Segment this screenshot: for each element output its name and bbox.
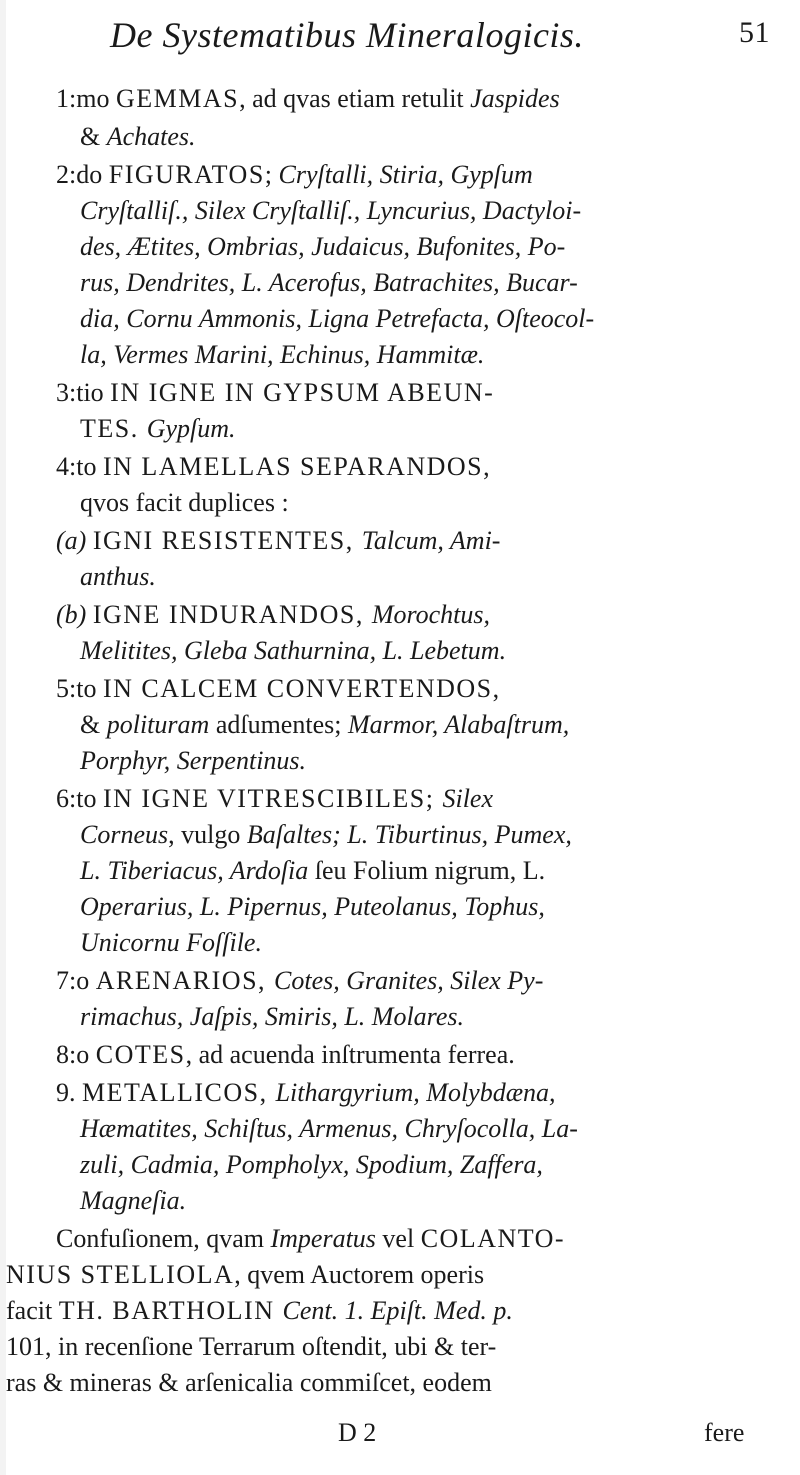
text-line: Magneſia. — [80, 1186, 187, 1215]
text-line: & Achates. — [80, 122, 196, 151]
text-line: 3:tio IN IGNE IN GYPSUM ABEUN- — [56, 378, 495, 407]
text-line: (b) IGNE INDURANDOS, Morochtus, — [56, 600, 491, 629]
page-number: 51 — [739, 16, 770, 49]
text-line: 4:to IN LAMELLAS SEPARANDOS, — [56, 452, 492, 481]
running-title: De Systematibus Mineralogicis. — [110, 15, 584, 55]
text-line: facit TH. BARTHOLIN Cent. 1. Epiſt. Med. p. — [6, 1296, 513, 1325]
text-line: rus, Dendrites, L. Acerofus, Batrachites, Bucar- — [80, 268, 578, 297]
text-line: NIUS STELLIOLA, qvem Auctorem operis — [6, 1260, 485, 1289]
text-line: Melitites, Gleba Sathurnina, L. Lebetum. — [80, 636, 507, 665]
text-line: TES. Gypſum. — [80, 414, 236, 443]
page-edge — [0, 0, 6, 1475]
text-line: Operarius, L. Pipernus, Puteolanus, Tophus, — [80, 892, 545, 921]
text-line: 2:do FIGURATOS; Cryſtalli, Stiria, Gypſum — [56, 160, 533, 189]
text-line: Porphyr, Serpentinus. — [80, 746, 307, 775]
text-line: Hæmatites, Schiſtus, Armenus, Chryſocolla, La- — [80, 1114, 578, 1143]
text-line: des, Ætites, Ombrias, Judaicus, Bufonites, Po- — [80, 232, 566, 261]
text-line: Unicornu Foſſile. — [80, 928, 262, 957]
text-line: rimachus, Jaſpis, Smiris, L. Molares. — [80, 1002, 464, 1031]
catchword: fere — [704, 1418, 745, 1447]
text-line: la, Vermes Marini, Echinus, Hammitæ. — [80, 340, 485, 369]
text-line: 1:mo GEMMAS, ad qvas etiam retulit Jaspides — [56, 84, 560, 113]
text-line: Corneus, vulgo Baſaltes; L. Tiburtinus, Pumex, — [80, 820, 572, 849]
text-line: dia, Cornu Ammonis, Ligna Petrefacta, Oſteocol- — [80, 304, 595, 333]
text-line: 7:o ARENARIOS, Cotes, Granites, Silex Py- — [56, 966, 544, 995]
text-line: 9. METALLICOS, Lithargyrium, Molybdæna, — [56, 1078, 556, 1107]
text-line: 5:to IN CALCEM CONVERTENDOS, — [56, 674, 501, 703]
text-line: qvos facit duplices : — [80, 488, 289, 517]
text-line: zuli, Cadmia, Pompholyx, Spodium, Zaffera, — [80, 1150, 543, 1179]
text-line: 8:o COTES, ad acuenda inſtrumenta ferrea. — [56, 1040, 515, 1069]
text-line: 101, in recenſione Terrarum oſtendit, ubi & ter- — [6, 1332, 497, 1361]
text-line: (a) IGNI RESISTENTES, Talcum, Ami- — [56, 526, 501, 555]
text-line: & polituram adſumentes; Marmor, Alabaſtrum, — [80, 710, 570, 739]
text-line: Cryſtalliſ., Silex Cryſtalliſ., Lyncurius, Dactyloi- — [80, 196, 582, 225]
text-line: L. Tiberiacus, Ardoſia ſeu Folium nigrum, L. — [80, 856, 546, 885]
text-line: Confuſionem, qvam Imperatus vel COLANTO- — [56, 1224, 566, 1253]
text-line: anthus. — [80, 562, 156, 591]
running-header — [110, 14, 770, 74]
text-line: ras & mineras & arſenicalia commiſcet, eodem — [6, 1368, 492, 1397]
signature-mark: D 2 — [338, 1418, 377, 1447]
text-line: 6:to IN IGNE VITRESCIBILES; Silex — [56, 784, 493, 813]
